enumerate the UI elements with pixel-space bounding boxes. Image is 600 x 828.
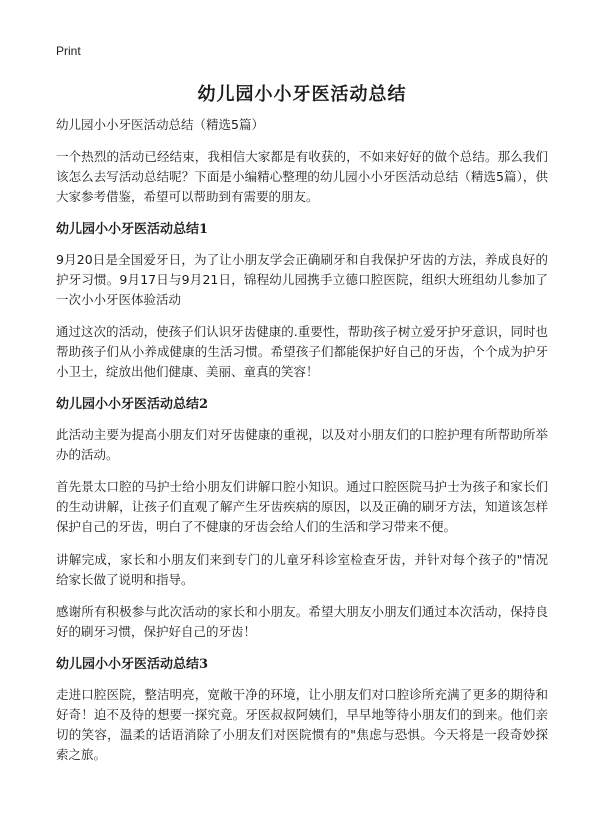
section-2-paragraph-2: 首先景太口腔的马护士给小朋友们讲解口腔小知识。通过口腔医院马护士为孩子和家长们的生动讲解，让孩子们直观了解产生牙齿疾病的原因，以及正确的刷牙方法，知道该怎样保护自己的牙齿，明白了不健康的牙齿会给人们的生活和学习带来不便。 [56, 479, 548, 534]
section-2-paragraph-3: 讲解完成，家长和小朋友们来到专门的儿童牙科诊室检查牙齿，并针对每个孩子的"情况给家长做了说明和指导。 [56, 551, 548, 587]
section-3-paragraph-1: 走进口腔医院，整洁明亮，宽敞干净的环境，让小朋友们对口腔诊所充满了更多的期待和好奇！迫不及待的想要一探究竟。牙医叔叔阿姨们，早早地等待小朋友们的到来。他们亲切的笑容，温柔的话语消除了小朋友们对医院惯有的"焦虑与恐惧。今天将是一段奇妙探索之旅。 [56, 686, 548, 762]
section-1-paragraph-2: 通过这次的活动，使孩子们认识牙齿健康的.重要性，帮助孩子树立爱牙护牙意识，同时也帮助孩子们从小养成健康的生活习惯。希望孩子们都能保护好自己的牙齿，个个成为护牙小卫士，绽放出他们健康、美丽、童真的笑容！ [56, 324, 548, 379]
section-heading-3: 幼儿园小小牙医活动总结3 [56, 656, 209, 672]
print-link[interactable]: Print [56, 44, 81, 58]
section-heading-2: 幼儿园小小牙医活动总结2 [56, 396, 209, 412]
section-2-paragraph-1: 此活动主要为提高小朋友们对牙齿健康的重视，以及对小朋友们的口腔护理有所帮助所举办的活动。 [56, 426, 548, 462]
intro-paragraph: 一个热烈的活动已经结束，我相信大家都是有收获的，不如来好好的做个总结。那么我们该怎么去写活动总结呢？下面是小编精心整理的幼儿园小小牙医活动总结（精选5篇），供大家参考借鉴，希望可以帮助到有需要的朋友。 [56, 149, 548, 204]
section-2-paragraph-4: 感谢所有积极参与此次活动的家长和小朋友。希望大朋友小朋友们通过本次活动，保持良好的刷牙习惯，保护好自己的牙齿！ [56, 604, 548, 639]
section-1-paragraph-1: 9月20日是全国爱牙日，为了让小朋友学会正确刷牙和自我保护牙齿的方法，养成良好的护牙习惯。9月17日与9月21日，锦程幼儿园携手立德口腔医院，组织大班组幼儿参加了一次小小牙医体验活动 [56, 251, 548, 307]
section-heading-1: 幼儿园小小牙医活动总结1 [56, 221, 209, 237]
document-subtitle: 幼儿园小小牙医活动总结（精选5篇） [56, 117, 264, 132]
page-title: 幼儿园小小牙医活动总结 [197, 84, 407, 104]
